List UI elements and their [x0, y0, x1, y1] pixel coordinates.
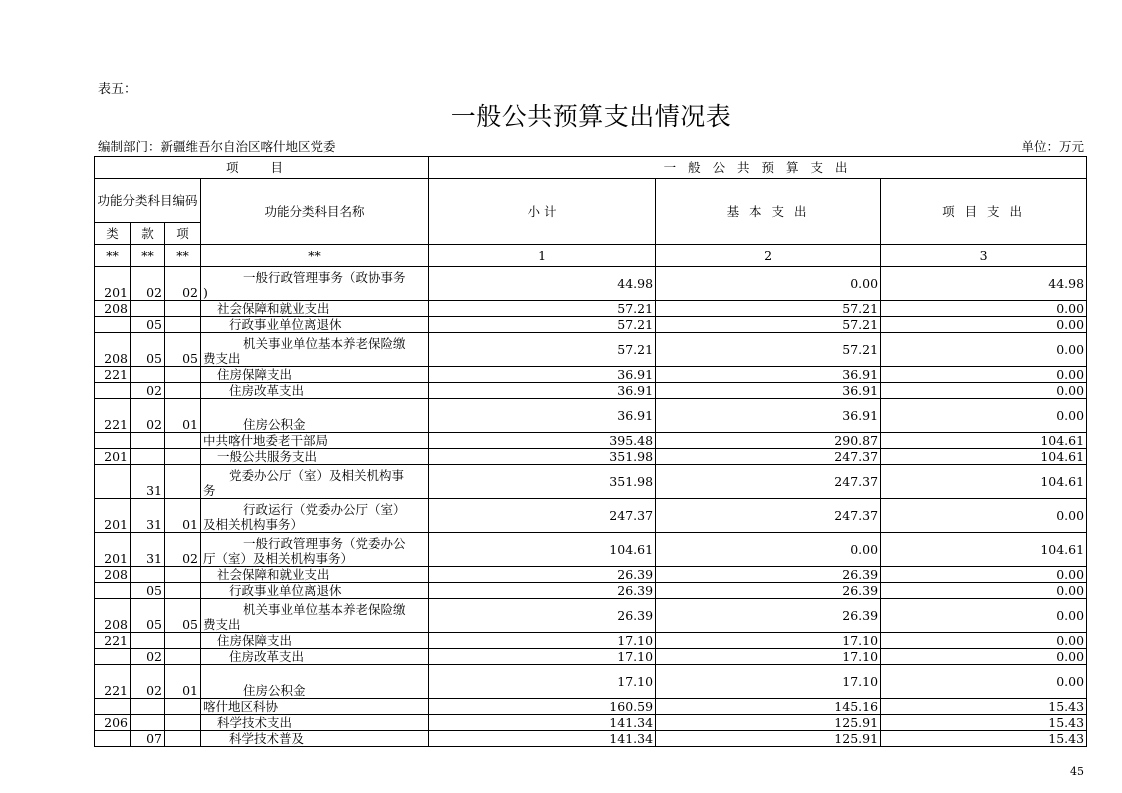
cell-kuan: 02	[131, 649, 165, 665]
cell-name	[201, 333, 429, 367]
cell-xiang: 05	[165, 333, 201, 367]
cell-xiang	[165, 449, 201, 465]
cell-basic: 0.00	[656, 267, 881, 301]
cell-name	[201, 567, 429, 583]
cell-lei: 208	[95, 301, 131, 317]
header-lei: 类	[95, 223, 131, 245]
header-kuan: 款	[131, 223, 165, 245]
cell-xiang	[165, 383, 201, 399]
cell-subtotal: 17.10	[429, 649, 656, 665]
table-row	[95, 465, 1087, 499]
cell-name	[201, 301, 429, 317]
department-label: 编制部门：新疆维吾尔自治区喀什地区党委	[98, 139, 336, 154]
cell-xiang	[165, 731, 201, 747]
cell-name-line2: 住房公积金	[243, 417, 306, 432]
cell-name-line1: 科学技术普及	[229, 731, 305, 746]
cell-xiang	[165, 433, 201, 449]
cell-xiang	[165, 367, 201, 383]
cell-xiang: 01	[165, 399, 201, 433]
cell-kuan: 31	[131, 533, 165, 567]
cell-name-line1: 一般行政管理事务（党委办公	[243, 536, 406, 551]
column-number-2: 2	[656, 245, 881, 267]
table-row	[95, 665, 1087, 699]
cell-xiang	[165, 649, 201, 665]
cell-name-line1: 社会保障和就业支出	[217, 567, 330, 582]
cell-subtotal: 17.10	[429, 633, 656, 649]
cell-lei: 201	[95, 499, 131, 533]
cell-kuan	[131, 449, 165, 465]
budget-table	[94, 156, 1087, 747]
table-row	[95, 399, 1087, 433]
column-number-1: 1	[429, 245, 656, 267]
cell-project: 0.00	[881, 649, 1087, 665]
cell-project: 0.00	[881, 583, 1087, 599]
table-row	[95, 433, 1087, 449]
cell-name	[201, 449, 429, 465]
cell-basic: 36.91	[656, 383, 881, 399]
cell-kuan: 31	[131, 465, 165, 499]
cell-name	[201, 317, 429, 333]
cell-lei	[95, 383, 131, 399]
cell-kuan: 02	[131, 383, 165, 399]
table-row	[95, 449, 1087, 465]
cell-subtotal: 141.34	[429, 731, 656, 747]
table-label: 表五：	[98, 82, 138, 97]
cell-project: 0.00	[881, 499, 1087, 533]
cell-lei	[95, 317, 131, 333]
cell-kuan	[131, 699, 165, 715]
cell-lei: 201	[95, 533, 131, 567]
cell-name	[201, 399, 429, 433]
cell-name-line1: 党委办公厅（室）及相关机构事	[229, 468, 405, 483]
cell-kuan	[131, 715, 165, 731]
cell-name	[201, 731, 429, 747]
table-header	[95, 157, 1087, 267]
cell-lei	[95, 649, 131, 665]
cell-name	[201, 383, 429, 399]
cell-subtotal: 26.39	[429, 567, 656, 583]
table-row	[95, 499, 1087, 533]
table-row	[95, 533, 1087, 567]
cell-lei: 221	[95, 665, 131, 699]
cell-subtotal: 57.21	[429, 333, 656, 367]
cell-subtotal: 36.91	[429, 367, 656, 383]
page-title: 一般公共预算支出情况表	[450, 102, 732, 131]
cell-name-line1: 行政事业单位离退休	[229, 317, 342, 332]
cell-lei: 208	[95, 333, 131, 367]
header-code-group: 功能分类科目编码	[95, 179, 201, 223]
table-row	[95, 383, 1087, 399]
cell-name	[201, 699, 429, 715]
cell-kuan: 05	[131, 583, 165, 599]
cell-xiang	[165, 301, 201, 317]
cell-project: 0.00	[881, 665, 1087, 699]
unit-label: 单位：万元	[1021, 139, 1084, 154]
table-row	[95, 333, 1087, 367]
cell-name-line1: 住房保障支出	[217, 633, 293, 648]
cell-name	[201, 633, 429, 649]
cell-kuan: 05	[131, 333, 165, 367]
cell-lei: 221	[95, 399, 131, 433]
cell-name-line1	[203, 668, 426, 683]
cell-name-line2: 厅（室）及相关机构事务）	[203, 551, 354, 566]
cell-project: 0.00	[881, 399, 1087, 433]
cell-basic: 125.91	[656, 731, 881, 747]
header-subtotal: 小 计	[429, 179, 656, 245]
cell-kuan: 02	[131, 399, 165, 433]
cell-lei	[95, 699, 131, 715]
cell-project: 15.43	[881, 731, 1087, 747]
cell-xiang	[165, 583, 201, 599]
cell-project: 0.00	[881, 383, 1087, 399]
marker-kuan: **	[131, 245, 165, 267]
cell-name-line1: 机关事业单位基本养老保险缴	[243, 336, 406, 351]
cell-name	[201, 499, 429, 533]
cell-name-line2: 及相关机构事务）	[203, 517, 304, 532]
page-number: 45	[1070, 765, 1084, 778]
cell-name	[201, 599, 429, 633]
table-row	[95, 567, 1087, 583]
cell-subtotal: 141.34	[429, 715, 656, 731]
table-body	[95, 267, 1087, 747]
cell-kuan: 05	[131, 599, 165, 633]
cell-name-line1: 一般公共服务支出	[217, 449, 318, 464]
header-basic: 基 本 支 出	[656, 179, 881, 245]
cell-xiang	[165, 699, 201, 715]
cell-kuan: 02	[131, 267, 165, 301]
table-row	[95, 633, 1087, 649]
marker-name: **	[201, 245, 429, 267]
cell-kuan: 31	[131, 499, 165, 533]
cell-name	[201, 715, 429, 731]
cell-subtotal: 57.21	[429, 301, 656, 317]
cell-name-line2: 住房公积金	[243, 683, 306, 698]
cell-kuan	[131, 567, 165, 583]
cell-project: 0.00	[881, 317, 1087, 333]
cell-project: 0.00	[881, 333, 1087, 367]
cell-basic: 145.16	[656, 699, 881, 715]
cell-name	[201, 583, 429, 599]
cell-basic: 247.37	[656, 499, 881, 533]
cell-xiang	[165, 317, 201, 333]
header-name: 功能分类科目名称	[201, 179, 429, 245]
cell-basic: 0.00	[656, 533, 881, 567]
cell-name	[201, 433, 429, 449]
cell-name-line1: 行政运行（党委办公厅（室）	[243, 502, 406, 517]
cell-xiang	[165, 715, 201, 731]
table-row	[95, 583, 1087, 599]
cell-project: 104.61	[881, 533, 1087, 567]
cell-project: 0.00	[881, 599, 1087, 633]
cell-name	[201, 465, 429, 499]
cell-lei: 208	[95, 567, 131, 583]
cell-name-line1: 机关事业单位基本养老保险缴	[243, 602, 406, 617]
cell-basic: 26.39	[656, 567, 881, 583]
cell-basic: 17.10	[656, 665, 881, 699]
header-xiang: 项	[165, 223, 201, 245]
cell-lei: 208	[95, 599, 131, 633]
cell-basic: 57.21	[656, 317, 881, 333]
cell-name-line1: 中共喀什地委老干部局	[203, 433, 329, 448]
cell-kuan	[131, 633, 165, 649]
cell-name-line2: 费支出	[203, 617, 241, 632]
cell-xiang	[165, 465, 201, 499]
cell-kuan: 02	[131, 665, 165, 699]
cell-basic: 36.91	[656, 399, 881, 433]
cell-subtotal: 351.98	[429, 449, 656, 465]
cell-subtotal: 57.21	[429, 317, 656, 333]
cell-basic: 26.39	[656, 599, 881, 633]
table-row	[95, 317, 1087, 333]
cell-subtotal: 351.98	[429, 465, 656, 499]
cell-name	[201, 267, 429, 301]
cell-subtotal: 26.39	[429, 583, 656, 599]
cell-basic: 36.91	[656, 367, 881, 383]
cell-xiang: 02	[165, 267, 201, 301]
cell-basic: 17.10	[656, 649, 881, 665]
header-budget: 一 般 公 共 预 算 支 出	[429, 157, 1087, 179]
cell-subtotal: 36.91	[429, 399, 656, 433]
marker-lei: **	[95, 245, 131, 267]
table-row	[95, 599, 1087, 633]
cell-lei: 201	[95, 449, 131, 465]
cell-lei	[95, 465, 131, 499]
cell-kuan	[131, 301, 165, 317]
header-project-exp: 项 目 支 出	[881, 179, 1087, 245]
cell-lei	[95, 433, 131, 449]
cell-name-line1: 社会保障和就业支出	[217, 301, 330, 316]
cell-basic: 247.37	[656, 465, 881, 499]
cell-subtotal: 26.39	[429, 599, 656, 633]
cell-basic: 125.91	[656, 715, 881, 731]
cell-project: 15.43	[881, 699, 1087, 715]
cell-project: 0.00	[881, 367, 1087, 383]
cell-lei: 206	[95, 715, 131, 731]
table-row	[95, 301, 1087, 317]
cell-subtotal: 247.37	[429, 499, 656, 533]
cell-xiang	[165, 567, 201, 583]
cell-name	[201, 665, 429, 699]
cell-project: 104.61	[881, 449, 1087, 465]
cell-project: 104.61	[881, 465, 1087, 499]
cell-name-line1: 一般行政管理事务（政协事务	[243, 270, 406, 285]
cell-name-line1: 住房改革支出	[229, 383, 305, 398]
cell-subtotal: 17.10	[429, 665, 656, 699]
cell-project: 0.00	[881, 301, 1087, 317]
cell-project: 0.00	[881, 633, 1087, 649]
cell-xiang	[165, 633, 201, 649]
cell-project: 0.00	[881, 567, 1087, 583]
cell-basic: 57.21	[656, 301, 881, 317]
cell-basic: 17.10	[656, 633, 881, 649]
cell-basic: 26.39	[656, 583, 881, 599]
cell-xiang: 01	[165, 665, 201, 699]
header-project: 项 目	[95, 157, 429, 179]
cell-xiang: 02	[165, 533, 201, 567]
cell-kuan	[131, 367, 165, 383]
cell-name-line1: 行政事业单位离退休	[229, 583, 342, 598]
cell-kuan: 07	[131, 731, 165, 747]
cell-name-line1: 住房改革支出	[229, 649, 305, 664]
cell-project: 15.43	[881, 715, 1087, 731]
cell-xiang: 05	[165, 599, 201, 633]
cell-project: 104.61	[881, 433, 1087, 449]
cell-name	[201, 533, 429, 567]
cell-name-line1: 住房保障支出	[217, 367, 293, 382]
cell-basic: 57.21	[656, 333, 881, 367]
cell-name-line2: 费支出	[203, 351, 241, 366]
table-row	[95, 715, 1087, 731]
table-row	[95, 649, 1087, 665]
cell-lei: 221	[95, 633, 131, 649]
cell-name	[201, 367, 429, 383]
cell-name-line2: )	[203, 285, 208, 300]
cell-kuan: 05	[131, 317, 165, 333]
table-row	[95, 699, 1087, 715]
cell-lei	[95, 731, 131, 747]
table-row	[95, 367, 1087, 383]
column-number-3: 3	[881, 245, 1087, 267]
table-row	[95, 731, 1087, 747]
cell-lei: 201	[95, 267, 131, 301]
cell-project: 44.98	[881, 267, 1087, 301]
cell-name-line1	[203, 402, 426, 417]
cell-name-line1: 科学技术支出	[217, 715, 293, 730]
cell-basic: 290.87	[656, 433, 881, 449]
cell-kuan	[131, 433, 165, 449]
cell-lei	[95, 583, 131, 599]
cell-name	[201, 649, 429, 665]
cell-basic: 247.37	[656, 449, 881, 465]
cell-subtotal: 104.61	[429, 533, 656, 567]
cell-subtotal: 160.59	[429, 699, 656, 715]
marker-xiang: **	[165, 245, 201, 267]
cell-subtotal: 36.91	[429, 383, 656, 399]
cell-subtotal: 395.48	[429, 433, 656, 449]
cell-subtotal: 44.98	[429, 267, 656, 301]
cell-name-line1: 喀什地区科协	[203, 699, 279, 714]
table-row	[95, 267, 1087, 301]
cell-name-line2: 务	[203, 483, 216, 498]
cell-lei: 221	[95, 367, 131, 383]
cell-xiang: 01	[165, 499, 201, 533]
